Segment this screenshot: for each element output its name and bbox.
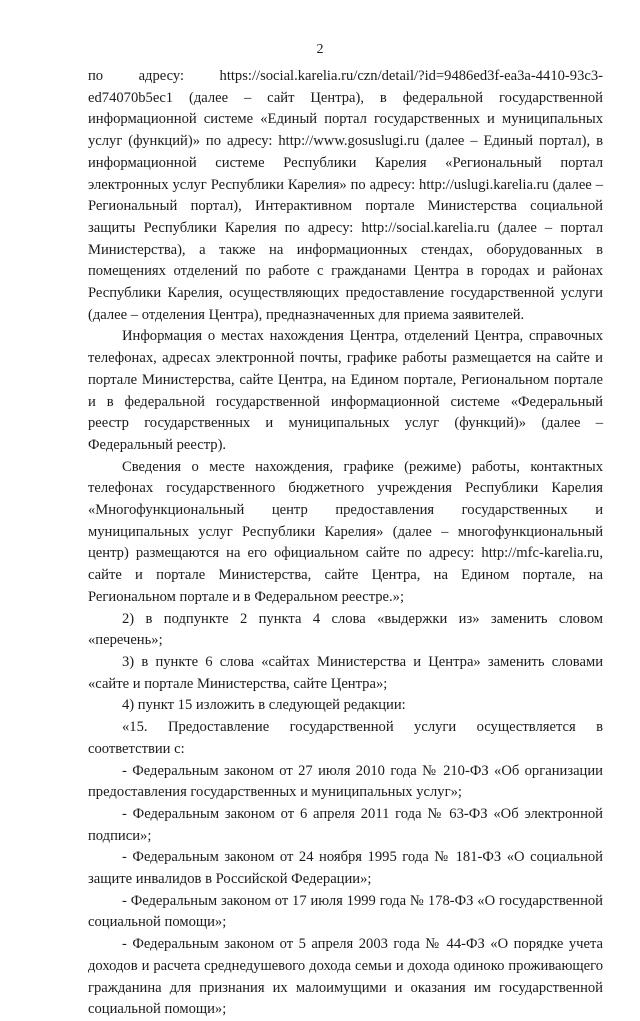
law-item-178fz: - Федеральным законом от 17 июля 1999 года № 178-ФЗ «О государственной социальной помощи»; — [88, 892, 603, 931]
paragraph-contact-addresses: по адресу: https://social.karelia.ru/czn/detail/?id=9486ed3f-ea3a-4410-93c3-ed74070b5ec1 (далее – сайт Центра), в федеральной государственной информационной системе «Единый портал государственных и муниципальных услуг (функций)» по адресу: http://www.gosuslugi.ru (далее – Единый портал), в информационной системе Республики Карелия «Региональный портал электронных услуг Республики Карелия» по адресу: http://uslugi.karelia.ru (далее – Региональный портал), Интерактивном портале Министерства социальной защиты Республики Карелия по адресу: http://social.karelia.ru (далее – портал Министерства), а также на информационных стендах, оборудованных в помещениях отделений по работе с гражданами Центра в городах и районах Республики Карелия, осуществляющих предоставление государственной услуги (далее – отделения Центра), предназначенных для приема заявителей. — [88, 68, 603, 323]
document-body — [88, 66, 603, 1021]
paragraph-mfc-info: Сведения о месте нахождения, графике (режиме) работы, контактных телефонах государственного бюджетного учреждения Республики Карелия «Многофункциональный центр предоставления государственных и муниципальных услуг Республики Карелия» (далее – многофункциональный центр) размещаются на его официальном сайте по адресу: http://mfc-karelia.ru, сайте и портале Министерства, сайте Центра, на Едином портале, на Региональном портале и в Федеральном реестре.»; — [88, 458, 603, 605]
paragraph-center-locations: Информация о местах нахождения Центра, отделений Центра, справочных телефонах, адресах электронной почты, графике работы размещается на сайте и портале Министерства, сайте Центра, на Едином портале, Региональном портале и в федеральной государственной информационной системе «Федеральный реестр государственных и муниципальных услуг (функций)» (далее – Федеральный реестр). — [88, 328, 603, 453]
paragraph-amendment-2: 2) в подпункте 2 пункта 4 слова «выдержки из» заменить словом «перечень»; — [88, 610, 603, 649]
paragraph-clause-15: «15. Предоставление государственной услуги осуществляется в соответствии с: — [88, 719, 603, 757]
paragraph-amendment-3: 3) в пункте 6 слова «сайтах Министерства и Центра» заменить словами «сайте и портале Министерства, сайте Центра»; — [88, 653, 603, 692]
paragraph-amendment-4: 4) пункт 15 изложить в следующей редакции: — [122, 697, 406, 714]
law-item-63fz: - Федеральным законом от 6 апреля 2011 года № 63-ФЗ «Об электронной подписи»; — [88, 805, 603, 844]
law-item-210fz: - Федеральным законом от 27 июля 2010 года № 210-ФЗ «Об организации предоставления государственных и муниципальных услуг»; — [88, 762, 603, 801]
law-item-44fz: - Федеральным законом от 5 апреля 2003 года № 44-ФЗ «О порядке учета доходов и расчета среднедушевого дохода семьи и дохода одиноко проживающего гражданина для признания их малоимущими и оказания им государственной социальной помощи»; — [88, 936, 603, 1018]
page-number: 2 — [316, 42, 324, 57]
law-item-181fz: - Федеральным законом от 24 ноября 1995 года № 181-ФЗ «О социальной защите инвалидов в Российской Федерации»; — [88, 849, 603, 888]
